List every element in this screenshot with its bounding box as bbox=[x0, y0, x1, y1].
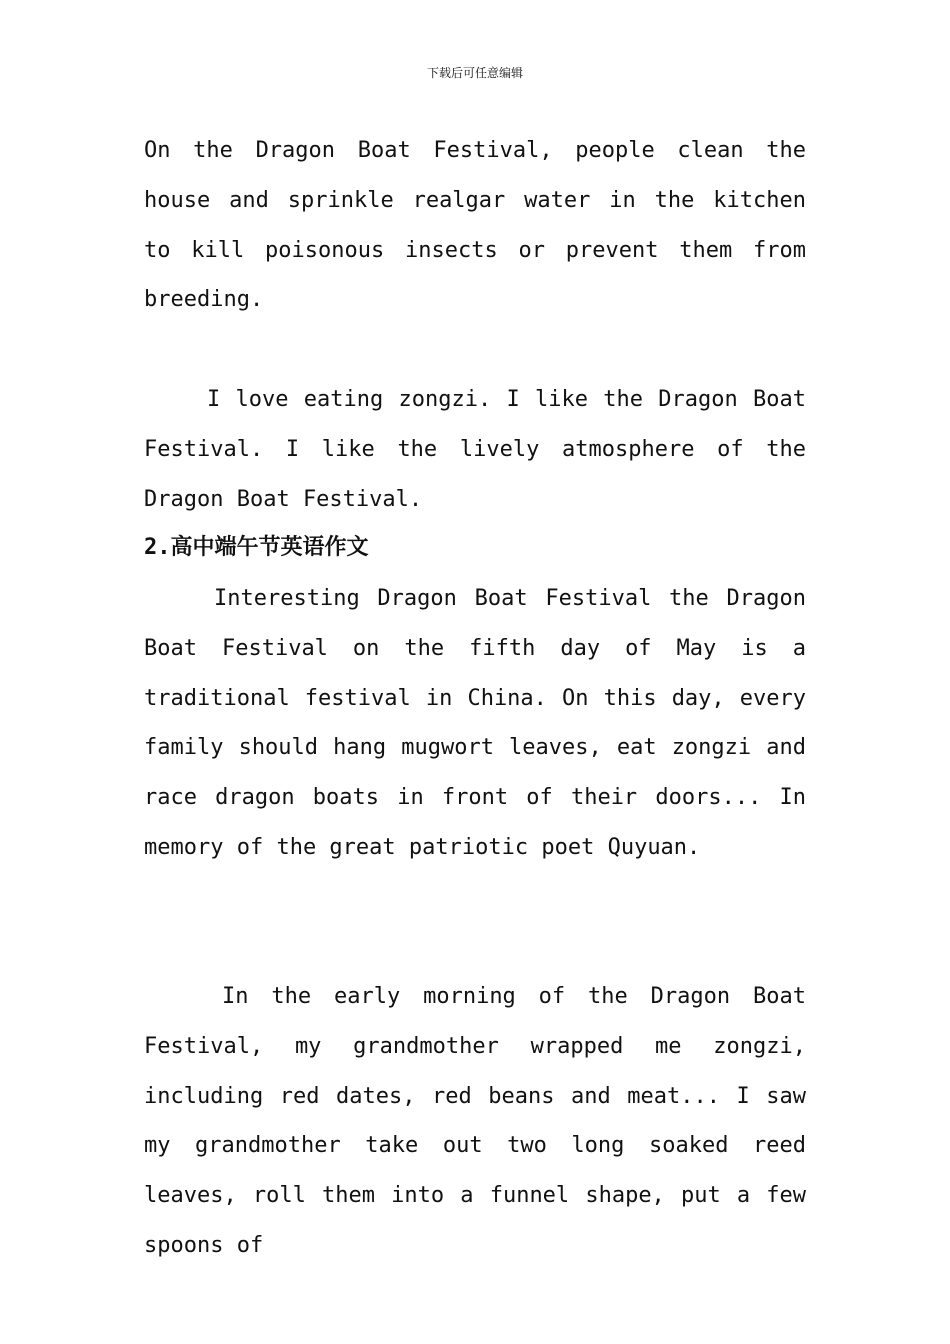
page-header-note: 下载后可任意编辑 bbox=[426, 66, 523, 80]
paragraph-cleaning: On the Dragon Boat Festival, people clean the house and sprinkle realgar water in the kitchen to kill poisonous insects or prevent them from breeding. bbox=[144, 138, 806, 313]
paragraph-grandmother-zongzi: In the early morning of the Dragon Boat Festival, my grandmother wrapped me zongzi, including red dates, red beans and meat... I saw my grandmother take out two long soaked reed leaves, roll them into a funnel shape, put a few spoons of bbox=[144, 984, 806, 1258]
section-heading: 2.高中端午节英语作文 bbox=[144, 535, 369, 560]
paragraph-love-zongzi: I love eating zongzi. I like the Dragon Boat Festival. I like the lively atmosphere of the Dragon Boat Festival. bbox=[144, 387, 806, 512]
paragraph-interesting-festival: Interesting Dragon Boat Festival the Dragon Boat Festival on the fifth day of May is a traditional festival in China. On this day, every family should hang mugwort leaves, eat zongzi and race dragon boats in front of their doors... In memory of the great patriotic poet Quyuan. bbox=[144, 586, 806, 860]
